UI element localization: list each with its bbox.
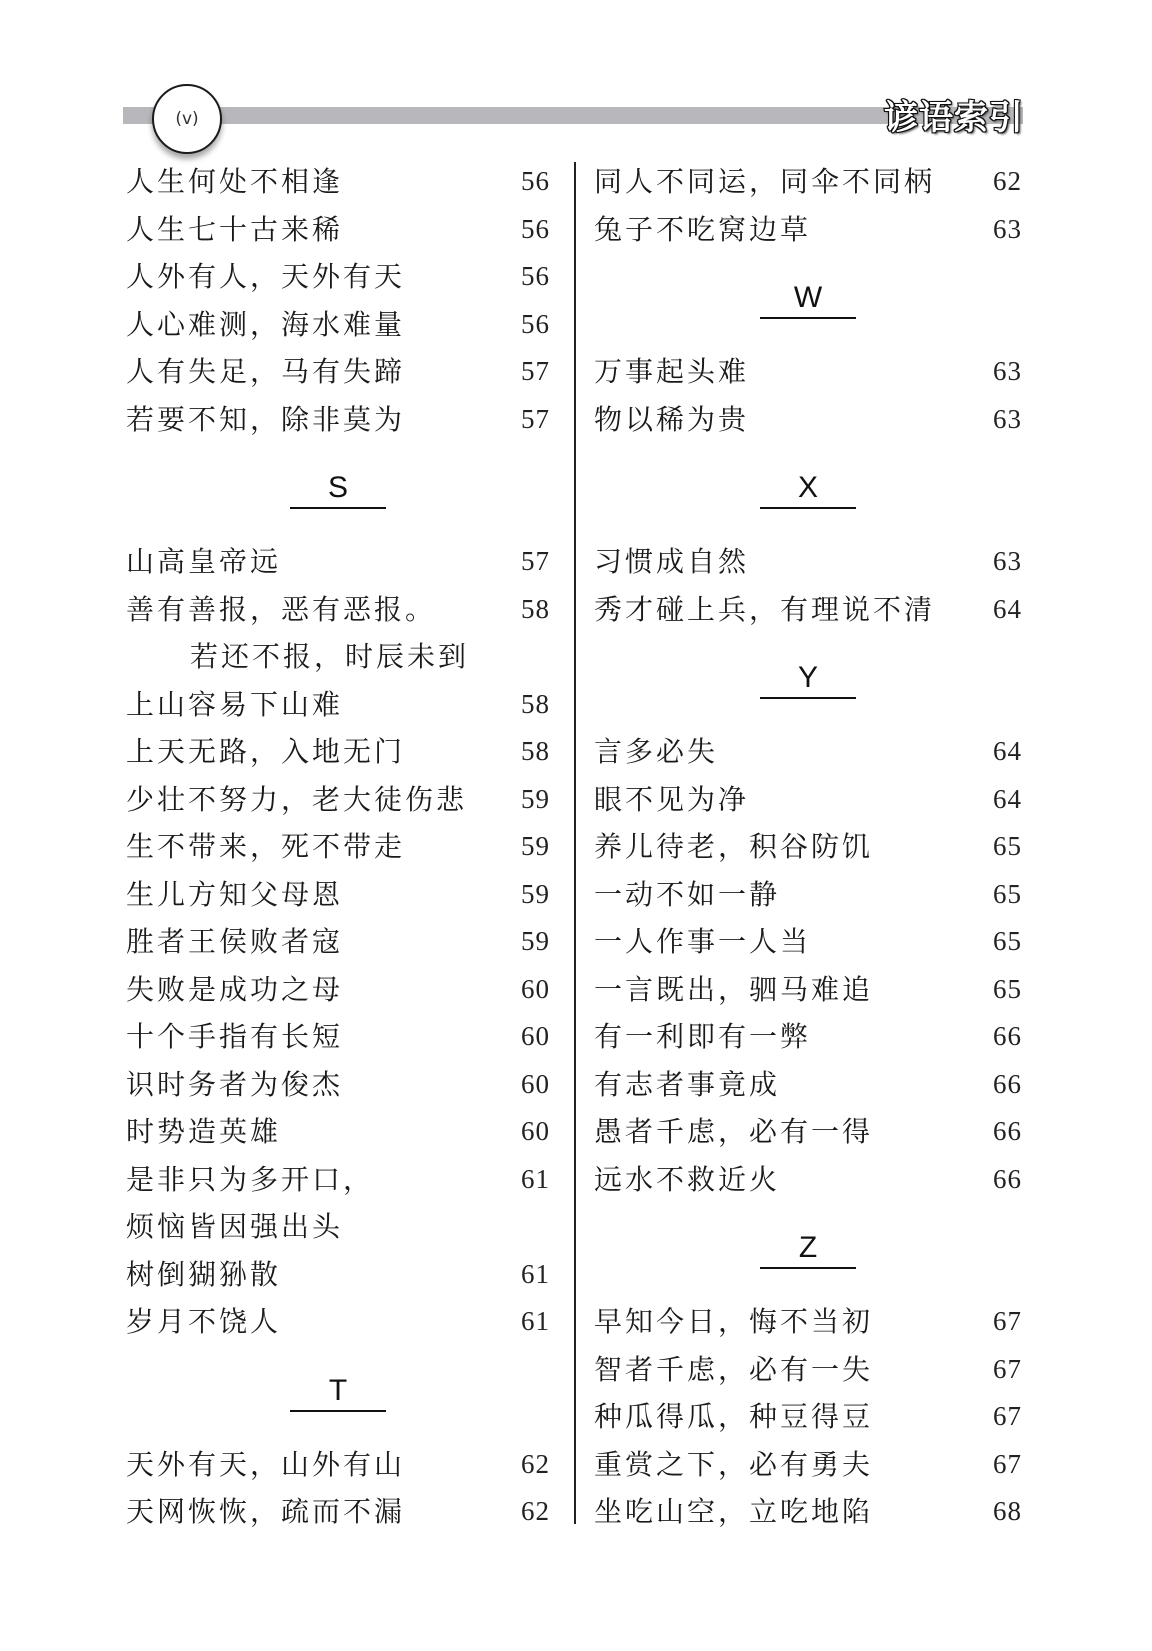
- proverb-text: 养儿待老，积谷防饥: [594, 830, 874, 863]
- index-entry: [594, 1108, 1022, 1156]
- index-entry: [126, 871, 550, 919]
- letter-heading: [126, 443, 550, 538]
- index-entry: [126, 1156, 550, 1204]
- index-entry: [126, 1251, 550, 1299]
- index-entry: [594, 966, 1022, 1014]
- proverb-text: 坐吃山空，立吃地陷: [594, 1495, 874, 1528]
- page-ref: 65: [993, 831, 1022, 861]
- proverb-text: 树倒猢狲散: [126, 1257, 282, 1291]
- proverb-text: 人心难测，海水难量: [126, 307, 406, 341]
- index-entry: [126, 681, 550, 729]
- proverb-text: 一动不如一静: [594, 877, 781, 911]
- proverb-text: 有一利即有一弊: [594, 1020, 812, 1053]
- page-ref: 56: [521, 308, 550, 339]
- index-entry: [126, 538, 550, 586]
- index-entry: [126, 1441, 550, 1489]
- proverb-text: 识时务者为俊杰: [126, 1067, 344, 1101]
- page-ref: 64: [993, 783, 1022, 814]
- page-ref: 62: [993, 166, 1022, 196]
- page-ref: 66: [993, 1163, 1022, 1194]
- letter-heading-label: Z: [798, 1231, 818, 1264]
- proverb-text: 人生何处不相逢: [126, 165, 344, 198]
- index-entry: [126, 348, 550, 396]
- proverb-text: 远水不救近火: [594, 1162, 781, 1196]
- letter-heading-label: X: [797, 471, 818, 504]
- proverb-text: 人有失足，马有失蹄: [126, 355, 406, 388]
- index-entry: [594, 776, 1022, 824]
- index-entry: [594, 1156, 1022, 1204]
- page-ref: 67: [993, 1306, 1022, 1336]
- index-entry: [126, 823, 550, 871]
- letter-heading: [126, 1346, 550, 1441]
- index-entry: [594, 586, 1022, 634]
- index-entry: [594, 538, 1022, 586]
- proverb-text: 人生七十古来稀: [126, 212, 344, 246]
- proverb-text: 眼不见为净: [594, 782, 750, 816]
- letter-heading: [594, 443, 1022, 538]
- section-title: 谚语索引: [884, 98, 1024, 138]
- letter-underline: [760, 1267, 856, 1269]
- page-number-badge: [152, 84, 222, 154]
- letter-heading-label: T: [328, 1373, 348, 1407]
- index-entry: [126, 253, 550, 301]
- proverb-text: 天网恢恢，疏而不漏: [126, 1495, 406, 1528]
- right-column: [594, 158, 1022, 1536]
- page-ref: 61: [521, 1258, 550, 1289]
- page-ref: 61: [521, 1306, 550, 1336]
- page-ref: 60: [521, 973, 550, 1004]
- proverb-text: 生不带来，死不带走: [126, 830, 406, 863]
- proverb-text: 上天无路，入地无门: [126, 735, 406, 768]
- letter-heading-label: W: [793, 281, 823, 314]
- index-entry: [594, 1441, 1022, 1489]
- page-ref: 67: [993, 1401, 1022, 1431]
- page-ref: 64: [993, 593, 1022, 624]
- page-ref: 60: [521, 1021, 550, 1051]
- proverb-text: 生儿方知父母恩: [126, 877, 344, 911]
- index-entry: [594, 871, 1022, 919]
- proverb-text: 是非只为多开口，: [126, 1162, 375, 1196]
- page-ref: 67: [993, 1448, 1022, 1479]
- page-ref: 56: [521, 261, 550, 291]
- letter-underline: [760, 317, 856, 319]
- proverb-text: 秀才碰上兵，有理说不清: [594, 592, 936, 626]
- proverb-text: 物以稀为贵: [594, 402, 750, 436]
- letter-heading-label: Y: [797, 661, 818, 694]
- letter-underline: [290, 1410, 386, 1412]
- proverb-text: 失败是成功之母: [126, 972, 344, 1006]
- letter-heading: [594, 1203, 1022, 1298]
- page-ref: 66: [993, 1021, 1022, 1051]
- index-entry: [126, 1488, 550, 1536]
- page-ref: 66: [993, 1068, 1022, 1099]
- index-entry: [594, 158, 1022, 206]
- index-entry: [594, 1298, 1022, 1346]
- proverb-text: 早知今日，悔不当初: [594, 1305, 874, 1338]
- page-ref: 59: [521, 926, 550, 956]
- proverb-text: 烦恼皆因强出头: [126, 1210, 344, 1243]
- index-entry: [594, 396, 1022, 444]
- index-entry: [126, 206, 550, 254]
- index-entry: [126, 396, 550, 444]
- page-ref: 63: [993, 403, 1022, 434]
- proverb-text: 岁月不饶人: [126, 1305, 282, 1338]
- proverb-text: 兔子不吃窝边草: [594, 212, 812, 246]
- page-ref: 66: [993, 1116, 1022, 1146]
- page-number: (v): [175, 109, 199, 129]
- index-entry: [594, 1013, 1022, 1061]
- index-entry: [126, 1108, 550, 1156]
- proverb-text: 种瓜得瓜，种豆得豆: [594, 1400, 874, 1433]
- page-ref: 62: [521, 1448, 550, 1479]
- proverb-text: 万事起头难: [594, 355, 750, 388]
- page-ref: 60: [521, 1068, 550, 1099]
- proverb-text: 山高皇帝远: [126, 545, 282, 578]
- proverb-text: 少壮不努力，老大徒伤悲: [126, 782, 468, 816]
- proverb-text: 一言既出，驷马难追: [594, 972, 874, 1006]
- index-entry: [594, 1346, 1022, 1394]
- index-entry: [126, 633, 550, 681]
- proverb-text: 一人作事一人当: [594, 925, 812, 958]
- index-entry: [594, 348, 1022, 396]
- page-ref: 63: [993, 213, 1022, 244]
- page-ref: 68: [993, 1496, 1022, 1526]
- letter-underline: [290, 507, 386, 509]
- page-ref: 67: [993, 1353, 1022, 1384]
- column-divider: [574, 162, 576, 1524]
- index-entry: [594, 206, 1022, 254]
- index-entry: [594, 728, 1022, 776]
- page-ref: 59: [521, 878, 550, 909]
- index-entry: [594, 1061, 1022, 1109]
- page-ref: 58: [521, 736, 550, 766]
- proverb-text: 若要不知，除非莫为: [126, 402, 406, 436]
- page-ref: 56: [521, 166, 550, 196]
- index-entry: [126, 776, 550, 824]
- page-ref: 63: [993, 546, 1022, 576]
- index-entry: [594, 1488, 1022, 1536]
- index-entry: [126, 301, 550, 349]
- letter-heading-label: S: [327, 471, 348, 504]
- page-ref: 65: [993, 973, 1022, 1004]
- index-entry: [126, 158, 550, 206]
- page-ref: 65: [993, 926, 1022, 956]
- proverb-text: 人外有人，天外有天: [126, 260, 406, 293]
- page-ref: 58: [521, 593, 550, 624]
- page-ref: 62: [521, 1496, 550, 1526]
- index-entry: [594, 823, 1022, 871]
- proverb-text: 若还不报，时辰未到: [190, 640, 470, 673]
- index-entry: [126, 1013, 550, 1061]
- index-entry: [126, 918, 550, 966]
- page-ref: 63: [993, 356, 1022, 386]
- page-ref: 65: [993, 878, 1022, 909]
- page-ref: 56: [521, 213, 550, 244]
- page-ref: 59: [521, 783, 550, 814]
- proverb-text: 善有善报，恶有恶报。: [126, 592, 437, 626]
- index-entry: [126, 728, 550, 776]
- page-ref: 60: [521, 1116, 550, 1146]
- left-column: [126, 158, 550, 1536]
- page-ref: 57: [521, 546, 550, 576]
- letter-underline: [760, 697, 856, 699]
- proverb-text: 同人不同运，同伞不同柄: [594, 165, 936, 198]
- proverb-text: 天外有天，山外有山: [126, 1447, 406, 1481]
- page-ref: 59: [521, 831, 550, 861]
- page-ref: 58: [521, 688, 550, 719]
- proverb-text: 有志者事竟成: [594, 1067, 781, 1101]
- proverb-text: 智者千虑，必有一失: [594, 1352, 874, 1386]
- index-entry: [126, 586, 550, 634]
- proverb-text: 上山容易下山难: [126, 687, 344, 721]
- index-entry: [126, 966, 550, 1014]
- index-entry: [126, 1298, 550, 1346]
- letter-heading: [594, 633, 1022, 728]
- proverb-text: 重赏之下，必有勇夫: [594, 1447, 874, 1481]
- page-ref: 64: [993, 736, 1022, 766]
- page-ref: 57: [521, 356, 550, 386]
- proverb-text: 时势造英雄: [126, 1115, 282, 1148]
- index-entry: [126, 1203, 550, 1251]
- proverb-text: 言多必失: [594, 735, 719, 768]
- index-entry: [126, 1061, 550, 1109]
- index-entry: [594, 1393, 1022, 1441]
- proverb-text: 胜者王侯败者寇: [126, 925, 344, 958]
- proverb-text: 习惯成自然: [594, 545, 750, 578]
- proverb-text: 十个手指有长短: [126, 1020, 344, 1053]
- proverb-text: 愚者千虑，必有一得: [594, 1115, 874, 1148]
- page-ref: 61: [521, 1163, 550, 1194]
- letter-underline: [760, 507, 856, 509]
- page-ref: 57: [521, 403, 550, 434]
- index-entry: [594, 918, 1022, 966]
- letter-heading: [594, 253, 1022, 348]
